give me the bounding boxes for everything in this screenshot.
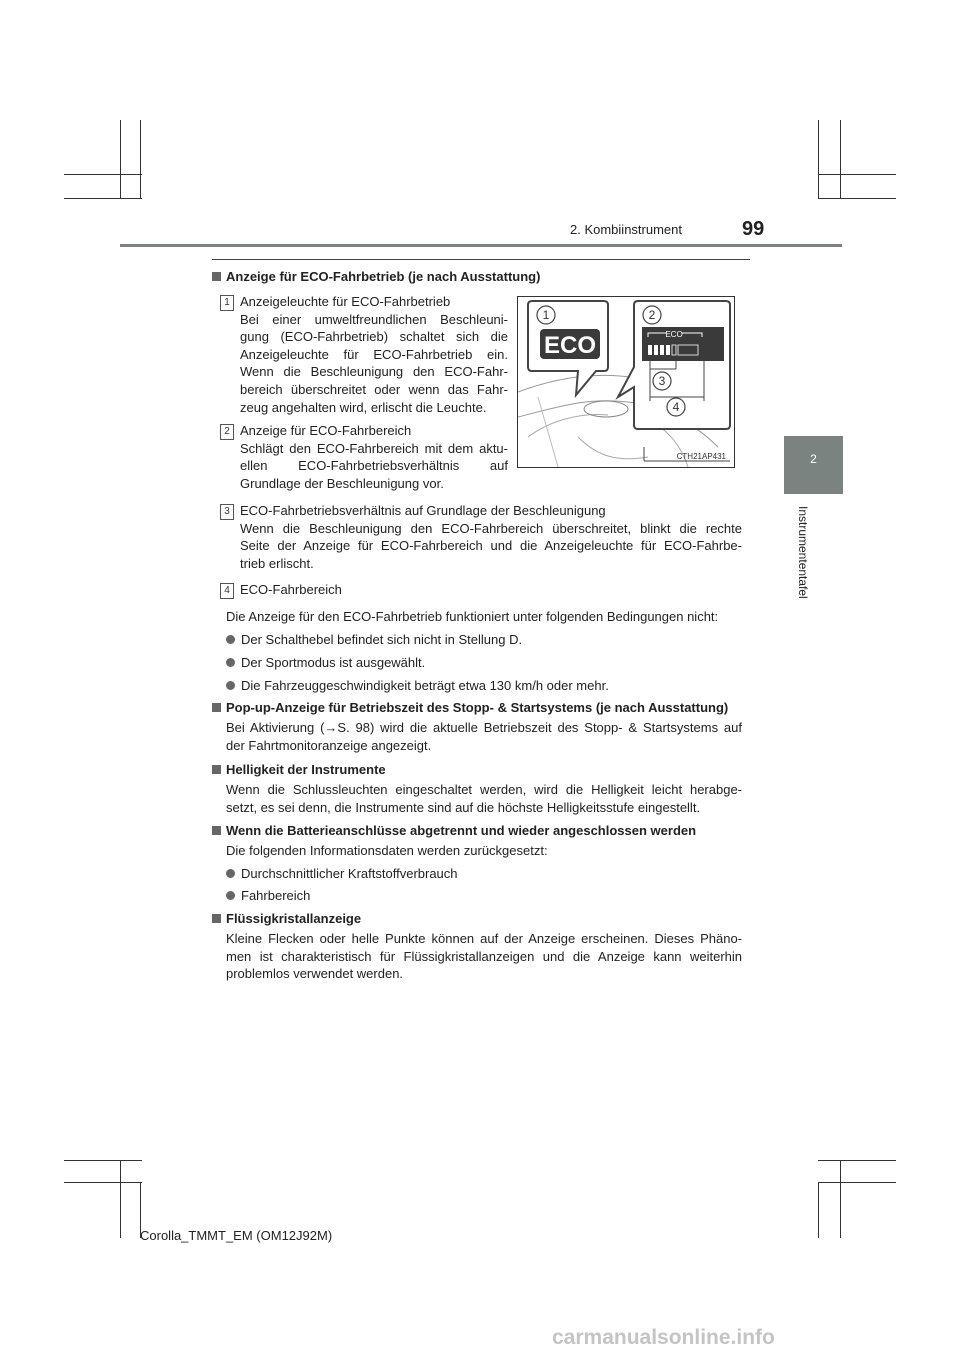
crop-mark (818, 1160, 896, 1161)
section-title: 2. Kombiinstrument (570, 222, 682, 237)
content-rule (212, 259, 750, 260)
list-item-text: Der Schalthebel befindet sich nicht in Stellung D. (241, 632, 523, 647)
bullet-icon (226, 891, 235, 900)
item-4 (240, 581, 342, 599)
item-3 (240, 502, 742, 572)
square-bullet-icon (212, 826, 221, 835)
crop-mark (818, 1182, 819, 1238)
figure-callout-2: 2 (648, 308, 656, 322)
crop-mark (140, 120, 141, 198)
figure-eco-small: ECO (665, 330, 683, 339)
callout-number-2: 2 (220, 424, 234, 440)
chapter-tab-number: 2 (810, 452, 817, 466)
popup-body (226, 719, 742, 754)
lcd-line: Kleine Flecken oder helle Punkte können auf der Anzeige erscheinen. Dieses Phäno- (226, 931, 742, 946)
figure-code: CTH21AP431 (676, 452, 726, 461)
item-3-line: Wenn die Beschleunigung den ECO-Fahrbereich überschreitet, blinkt die rechte (240, 520, 742, 536)
list-item (226, 677, 609, 695)
footer-text: Corolla_TMMT_EM (OM12J92M) (140, 1228, 333, 1243)
item-1-title: Anzeigeleuchte für ECO-Fahrbetrieb (240, 294, 451, 309)
item-3-line: Seite der Anzeige für ECO-Fahrbereich und die Anzeigeleuchte für ECO-Fahrbe- (240, 538, 742, 554)
heading-eco (212, 268, 540, 286)
crop-mark (840, 120, 841, 198)
item-1-line: bereich überschreitet oder wenn das Fahr- (240, 381, 508, 397)
crop-mark (818, 198, 896, 199)
heading-battery-text: Wenn die Batterieanschlüsse abgetrennt und wieder angeschlossen werden (226, 823, 697, 838)
item-1-line: zeug angehalten wird, erlischt die Leuchte. (240, 399, 487, 415)
list-item (226, 654, 425, 672)
crop-mark (818, 120, 819, 198)
figure-callout-4: 4 (672, 400, 680, 414)
battery-intro: Die folgenden Informationsdaten werden zurückgesetzt: (226, 843, 548, 858)
lcd-body (226, 930, 742, 983)
list-item (226, 631, 522, 649)
item-2-line: Grundlage der Beschleunigung vor. (240, 475, 444, 491)
item-2-title: Anzeige für ECO-Fahrbereich (240, 423, 412, 438)
heading-eco-text: Anzeige für ECO-Fahrbetrieb (je nach Ausstattung) (226, 269, 541, 284)
list-item (226, 865, 458, 883)
eco-indicator-figure (517, 296, 735, 468)
crop-mark (120, 120, 121, 198)
lcd-line: men ist charakteristisch für Flüssigkristallanzeigen und die Anzeige kann weiterhin (226, 948, 742, 964)
brightness-line: setzt, es sei denn, die Instrumente sind auf die höchste Helligkeitsstufe eingestellt. (226, 799, 701, 815)
item-4-title: ECO-Fahrbereich (240, 582, 342, 597)
crop-mark (120, 1160, 121, 1238)
page-number: 99 (742, 218, 765, 240)
square-bullet-icon (212, 272, 221, 281)
crop-mark (818, 174, 896, 175)
callout-number-1: 1 (220, 295, 234, 311)
popup-line: der Fahrtmonitoranzeige angezeigt. (226, 737, 432, 753)
square-bullet-icon (212, 914, 221, 923)
header-rule (120, 244, 842, 247)
crop-mark (64, 198, 142, 199)
bullet-icon (226, 681, 235, 690)
item-2-line: ellen ECO-Fahrbetriebsverhältnis auf (240, 458, 508, 474)
brightness-line: Wenn die Schlussleuchten eingeschaltet werden, wird die Helligkeit leicht herabge- (226, 782, 742, 797)
heading-brightness-text: Helligkeit der Instrumente (226, 762, 386, 777)
callout-number-3: 3 (220, 504, 234, 520)
crop-mark (64, 1160, 142, 1161)
crop-mark (64, 174, 142, 175)
item-1-line: Anzeigeleuchte für ECO-Fahrbetrieb ein. (240, 346, 508, 362)
item-2-line: Schlägt den ECO-Fahrbereich mit dem aktu- (240, 440, 508, 456)
item-3-line: trieb erlischt. (240, 555, 314, 571)
dashboard-illustration (518, 297, 734, 467)
square-bullet-icon (212, 703, 221, 712)
heading-lcd-text: Flüssigkristallanzeige (226, 911, 362, 926)
list-item-text: Die Fahrzeuggeschwindigkeit beträgt etwa 130 km/h oder mehr. (241, 678, 609, 693)
item-1-line: gung (ECO-Fahrbetrieb) schaltet sich die (240, 329, 508, 345)
bullet-icon (226, 635, 235, 644)
condition-intro: Die Anzeige für den ECO-Fahrbetrieb funktioniert unter folgenden Bedingungen nicht: (226, 609, 719, 624)
figure-callout-1: 1 (542, 308, 550, 322)
heading-brightness (212, 761, 386, 779)
bullet-icon (226, 658, 235, 667)
heading-lcd (212, 910, 361, 928)
brightness-body (226, 781, 742, 816)
watermark: carmanualsonline.info (552, 1326, 775, 1349)
heading-battery (212, 822, 696, 840)
item-1 (240, 293, 508, 416)
heading-popup-text: Pop-up-Anzeige für Betriebszeit des Stopp- & Startsystems (je nach Ausstattung) (226, 700, 729, 715)
crop-mark (64, 1182, 142, 1183)
list-item-text: Der Sportmodus ist ausgewählt. (241, 655, 426, 670)
list-item (226, 887, 310, 905)
crop-mark (818, 1182, 896, 1183)
chapter-label: Instrumententafel (796, 506, 810, 599)
item-3-title: ECO-Fahrbetriebsverhältnis auf Grundlage der Beschleunigung (240, 503, 606, 518)
list-item-text: Durchschnittlicher Kraftstoffverbrauch (241, 866, 458, 881)
popup-line: Bei Aktivierung (→S. 98) wird die aktuelle Betriebszeit des Stopp- & Startsystems auf (226, 720, 742, 735)
list-item-text: Fahrbereich (241, 888, 311, 903)
bullet-icon (226, 869, 235, 878)
heading-popup (212, 699, 728, 717)
square-bullet-icon (212, 765, 221, 774)
figure-callout-3: 3 (658, 374, 666, 388)
figure-eco-label: ECO (543, 332, 597, 359)
item-1-line: Bei einer umweltfreundlichen Beschleuni- (240, 311, 508, 327)
callout-number-4: 4 (220, 583, 234, 599)
item-2 (240, 422, 508, 492)
item-1-line: Wenn die Beschleunigung den ECO-Fahr- (240, 364, 508, 380)
crop-mark (840, 1160, 841, 1238)
lcd-line: problemlos verwendet werden. (226, 966, 404, 982)
